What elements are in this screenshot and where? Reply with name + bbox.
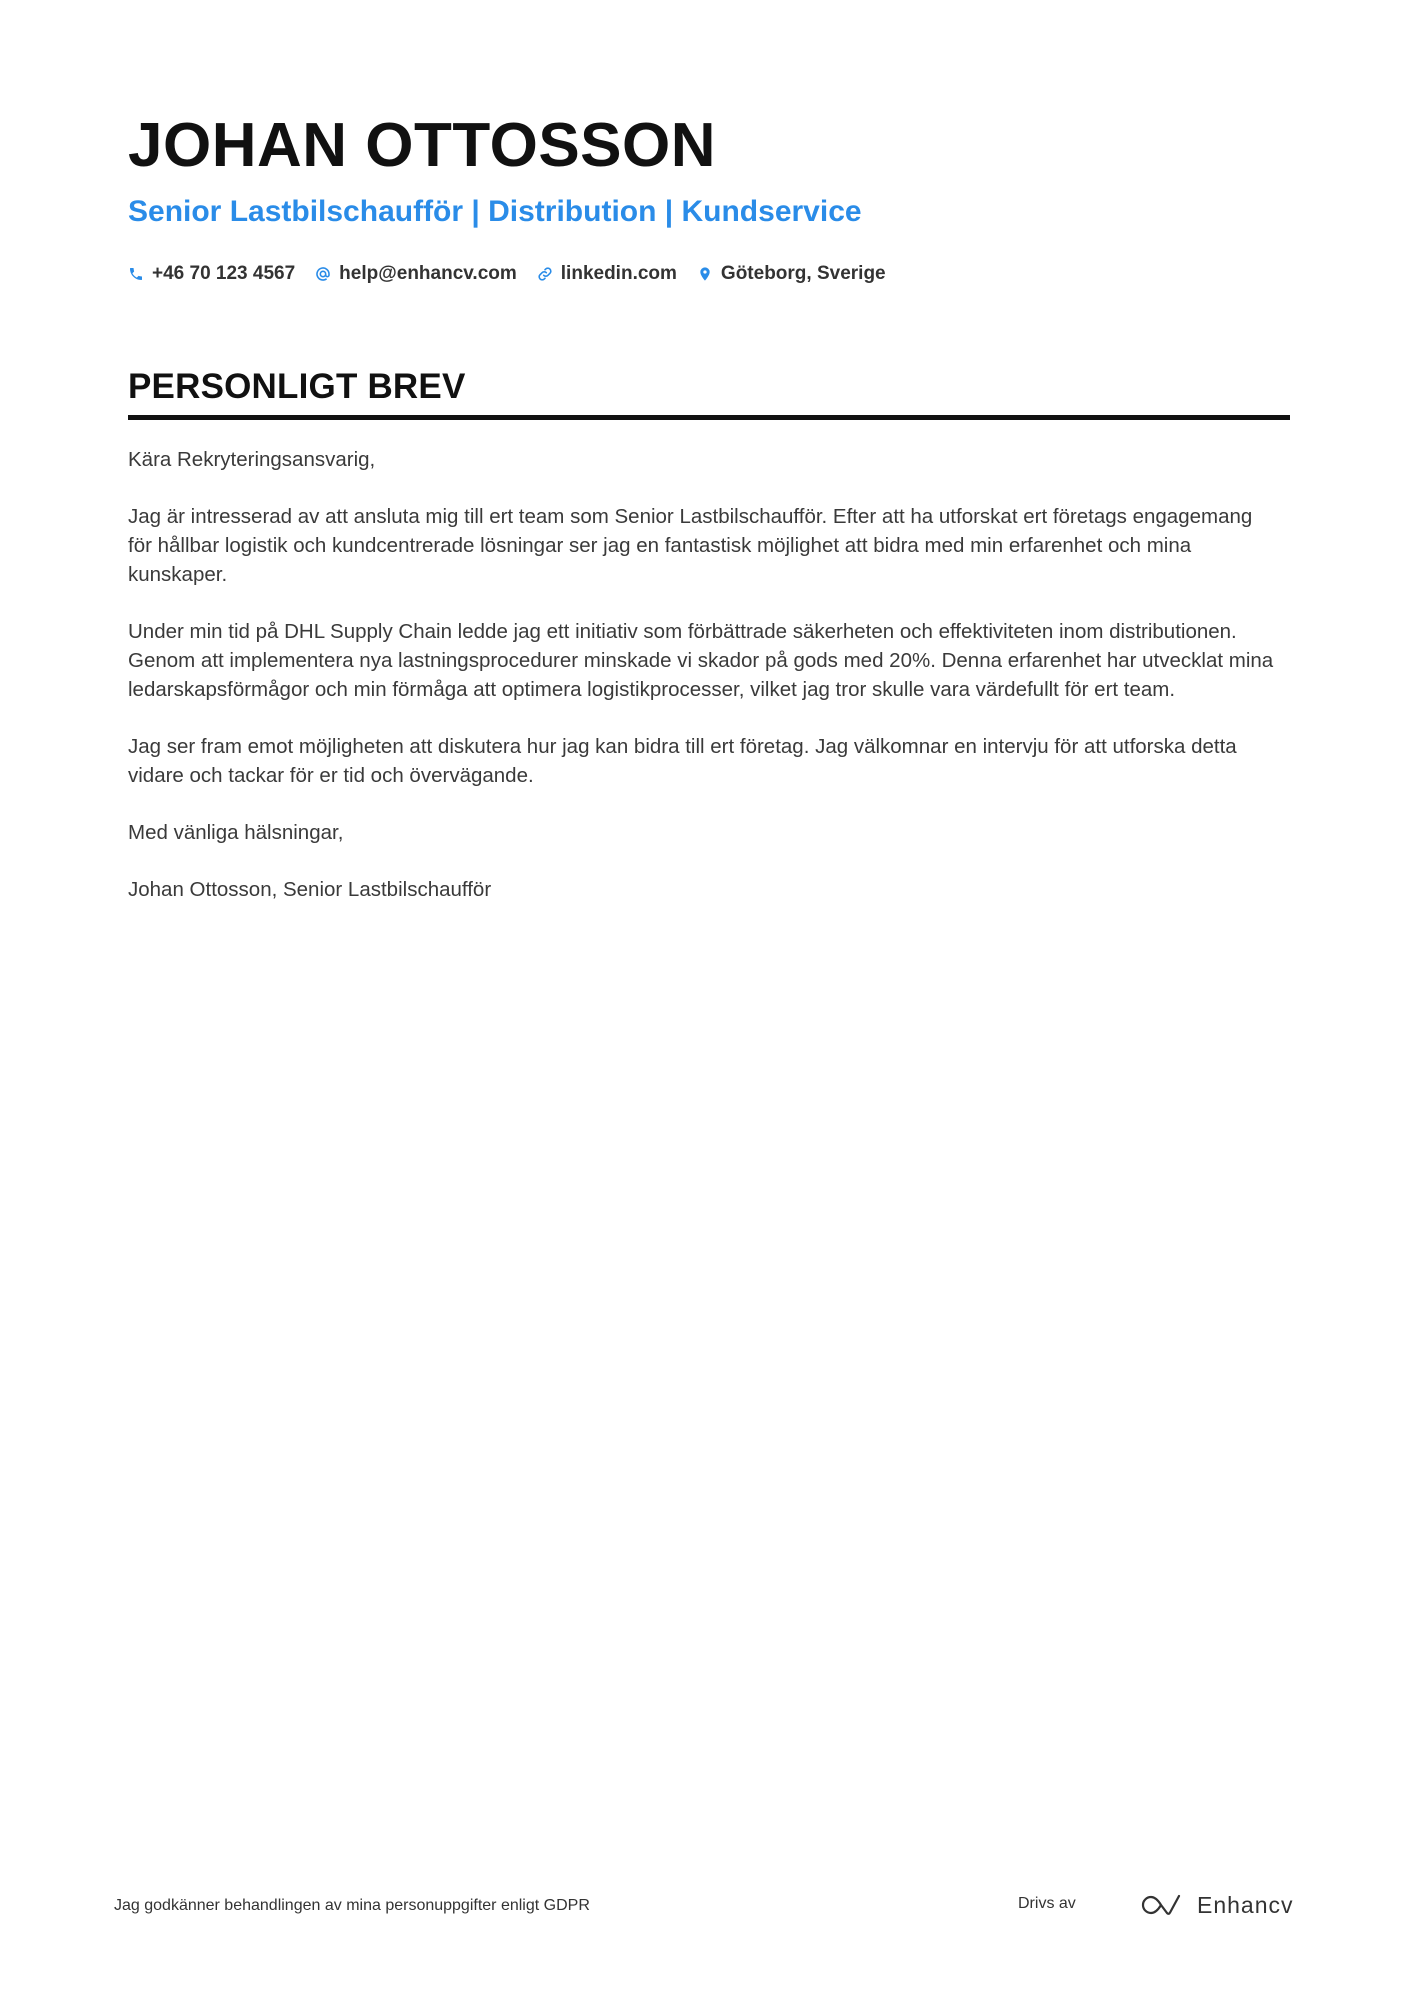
- contact-linkedin[interactable]: [537, 263, 677, 285]
- page-footer: [114, 1885, 1294, 1925]
- applicant-headline: Senior Lastbilschaufför | Distribution | Kundservice: [128, 195, 862, 228]
- contact-row: [128, 260, 1288, 288]
- phone-text: +46 70 123 4567: [152, 263, 296, 284]
- at-icon: [315, 266, 331, 282]
- phone-icon: [128, 266, 144, 282]
- letter-paragraph: Jag ser fram emot möjligheten att diskutera hur jag kan bidra till ert företag. Jag välkomnar en intervju för att utforska detta vidare och tackar för er tid och övervägande.: [128, 735, 1237, 787]
- letter-section: [128, 365, 1290, 934]
- gdpr-consent: Jag godkänner behandlingen av mina personuppgifter enligt GDPR: [114, 1897, 590, 1914]
- section-title: PERSONLIGT BREV: [128, 367, 466, 406]
- enhancv-brand[interactable]: [1139, 1885, 1294, 1925]
- link-icon: [537, 266, 553, 282]
- letter-header: [128, 108, 1288, 288]
- letter-paragraph: Jag är intresserad av att ansluta mig till ert team som Senior Lastbilschaufför. Efter att ha utforskat ert företags engagemang för hållbar logistik och kundcentrerade lösningar ser jag en fantastisk möjlighet att bidra med min erfarenhet och mina kunskaper.: [128, 505, 1253, 586]
- letter-closing: Med vänliga hälsningar,: [128, 821, 344, 845]
- letter-signature: Johan Ottosson, Senior Lastbilschaufför: [128, 878, 492, 902]
- letter-salutation: Kära Rekryteringsansvarig,: [128, 448, 376, 471]
- letter-paragraph: Under min tid på DHL Supply Chain ledde jag ett initiativ som förbättrade säkerheten och effektiviteten inom distributionen. Genom att implementera nya lastningsprocedurer minskade vi skador på gods med 20%. Denna erfarenhet har utvecklat mina ledarskapsförmågor och min förmåga att optimera logistikprocesser, vilket jag tror skulle vara värdefullt för ert team.: [128, 620, 1274, 701]
- brand-name: Enhancv: [1197, 1891, 1294, 1918]
- contact-email[interactable]: [315, 263, 517, 285]
- contact-location: [697, 263, 886, 285]
- powered-by-label: Drivs av: [1018, 1895, 1076, 1912]
- section-divider: [128, 415, 1290, 420]
- location-pin-icon: [697, 266, 713, 282]
- enhancv-logo-icon: [1139, 1892, 1187, 1918]
- applicant-name: JOHAN OTTOSSON: [128, 111, 717, 180]
- email-text: help@enhancv.com: [339, 263, 517, 284]
- linkedin-text: linkedin.com: [560, 263, 677, 284]
- letter-body: [128, 446, 1278, 905]
- contact-phone[interactable]: [128, 263, 295, 285]
- location-text: Göteborg, Sverige: [720, 263, 886, 284]
